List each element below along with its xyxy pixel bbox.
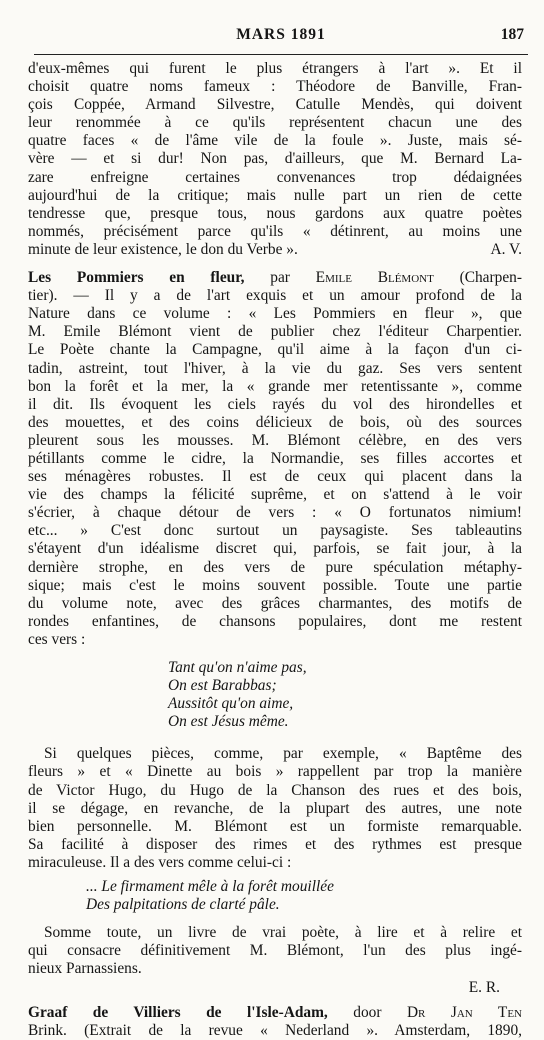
verse-line: Des palpitations de clarté pâle. (86, 896, 280, 914)
review-title: Les Pommiers en fleur, (28, 269, 245, 287)
text-line: bien personnelle. M. Blémont est un formiste remarquable. (28, 817, 522, 835)
text-line: s'écrier, à chaque détour de vers : « O fortunatos nimium! (28, 504, 522, 522)
signed-line (28, 241, 522, 259)
text-line: nieux Parnassiens. (28, 960, 142, 978)
review-villiers-de-lisle-adam (28, 1004, 522, 1040)
review-title-by: par (270, 269, 290, 287)
text-line: Le Poète chante la Campagne, qu'il aime à la façon d'un ci- (28, 341, 522, 359)
review-signature: A. V. (490, 240, 522, 258)
review-heading-line (28, 269, 522, 287)
text-line: d'eux-mêmes qui furent le plus étrangers à l'art ». Et il (28, 60, 522, 77)
text-line: pleurent sous les mousses. M. Blémont célèbre, en des vers (28, 431, 522, 449)
text-line: choisit quatre noms fameux : Théodore de Banville, Fran- (28, 78, 522, 96)
header-title: MARS 1891 (236, 26, 326, 43)
text-line: leur renommée à ce qu'ils représentent chacun une des (28, 114, 522, 132)
text-line: Brink. (Extrait de la revue « Nederland ». Amsterdam, 1890, (28, 1021, 522, 1039)
text-line: il dit. Ils évoquent les ciels rayés du vol des hirondelles et (28, 395, 522, 413)
review-title: Graaf de Villiers de l'Isle-Adam, (28, 1003, 328, 1021)
text-line: du volume note, avec des grâces charmantes, des motifs de (28, 594, 522, 612)
text-line: il se dégage, en revanche, de la plupart des autres, une note (28, 799, 522, 817)
review-author: Emile Blémont (315, 269, 434, 287)
text-line: ses ménagères robustes. Il est de ceux qui placent dans la (28, 468, 522, 486)
verse-line: Tant qu'on n'aime pas, (168, 659, 307, 676)
review-heading-line (28, 1004, 522, 1022)
text-line: dernière strophe, en des vers de pure spéculation métaphy- (28, 558, 522, 576)
text-line: rondes enfantines, de chansons populaires, dont me restent (28, 612, 522, 630)
text-line: de Victor Hugo, du Hugo de la Chanson des rues et des bois, (28, 781, 522, 799)
review-author: Dr Jan Ten (406, 1003, 522, 1021)
text-line: pétillants comme le cidre, la Normandie, ses filles accortes et (28, 449, 522, 467)
text-line: etc... » C'est donc surtout un paysagiste. Ses tableautins (28, 522, 522, 540)
text-line: çois Coppée, Armand Silvestre, Catulle Mendès, qui doivent (28, 96, 522, 114)
verse-line: On est Barabbas; (168, 677, 277, 695)
text-line: des mouettes, et des coins délicieux de bois, où des sources (28, 413, 522, 431)
text-line: vie des champs la félicité suprême, et on s'attend à le voir (28, 486, 522, 504)
text-line: Nature dans ce volume : « Les Pommiers en fleur », que (28, 305, 522, 323)
text-line: bon la forêt et la mer, la « grande mer retentissante », comme (28, 377, 522, 395)
review-title-rest: (Charpen- (459, 269, 522, 287)
review-banville-continued (28, 60, 522, 259)
text-line: s'étayent d'un idéalisme discret qui, parfois, se fait jour, à la (28, 540, 522, 558)
text-line: minute de leur existence, le don du Verbe ». (28, 240, 298, 258)
text-line: quatre faces « de l'âme vile de la foule ». Juste, mais sé- (28, 132, 522, 150)
text-line: nommés, précisément parce qu'ils « détinrent, au moins une (28, 222, 522, 240)
running-header (34, 26, 528, 56)
text-line: tadin, astreint, tout l'hiver, à la vie du gaz. Ses vers sentent (28, 359, 522, 377)
text-line: M. Emile Blémont vient de publier chez l'éditeur Charpentier. (28, 323, 522, 341)
text-line: tendresse que, presque tous, nous gardons aux quatre poètes (28, 204, 522, 222)
text-line: tier). — Il y a de l'art exquis et un amour profond de la (28, 287, 522, 305)
verse-line: ... Le firmament mêle à la forêt mouillée (86, 878, 334, 896)
review-title-by: door (353, 1003, 382, 1021)
verse-quotation (28, 659, 522, 731)
text-line: Si quelques pièces, comme, par exemple, « Baptême des (44, 745, 522, 763)
section-gap (28, 997, 522, 1004)
review-signature: E. R. (468, 978, 500, 996)
text-line: vère — et si dur! Non pas, d'ailleurs, que M. Bernard La- (28, 150, 522, 168)
section-gap (28, 259, 522, 269)
verse-line: Aussitôt qu'on aime, (168, 695, 294, 713)
text-line: zare enfreigne certaines convenances trop dédaignées (28, 168, 522, 186)
text-line: Somme toute, un livre de vrai poète, à lire et à relire et (44, 924, 522, 942)
verse-line: On est Jésus même. (168, 713, 289, 731)
text-line: sique; mais c'est le moins souvent possible. Toute une partie (28, 576, 522, 594)
body-text (28, 60, 522, 1040)
text-line: miraculeuse. Il a des vers comme celui-ci : (28, 853, 292, 871)
verse-quotation (28, 878, 522, 914)
header-rule (34, 54, 528, 55)
text-line: aujourd'hui de la critique; mais nulle part un rien de cette (28, 186, 522, 204)
text-line: qui consacre définitivement M. Blémont, l'un des plus ingé- (28, 942, 522, 960)
text-line: fleurs » et « Dinette au bois » rappellent par trop la manière (28, 763, 522, 781)
text-line: Sa facilité à disposer des rimes et des rythmes est presque (28, 835, 522, 853)
review-pommiers-en-fleur (28, 269, 522, 997)
page-number: 187 (500, 26, 524, 43)
text-line: ces vers : (28, 630, 86, 648)
